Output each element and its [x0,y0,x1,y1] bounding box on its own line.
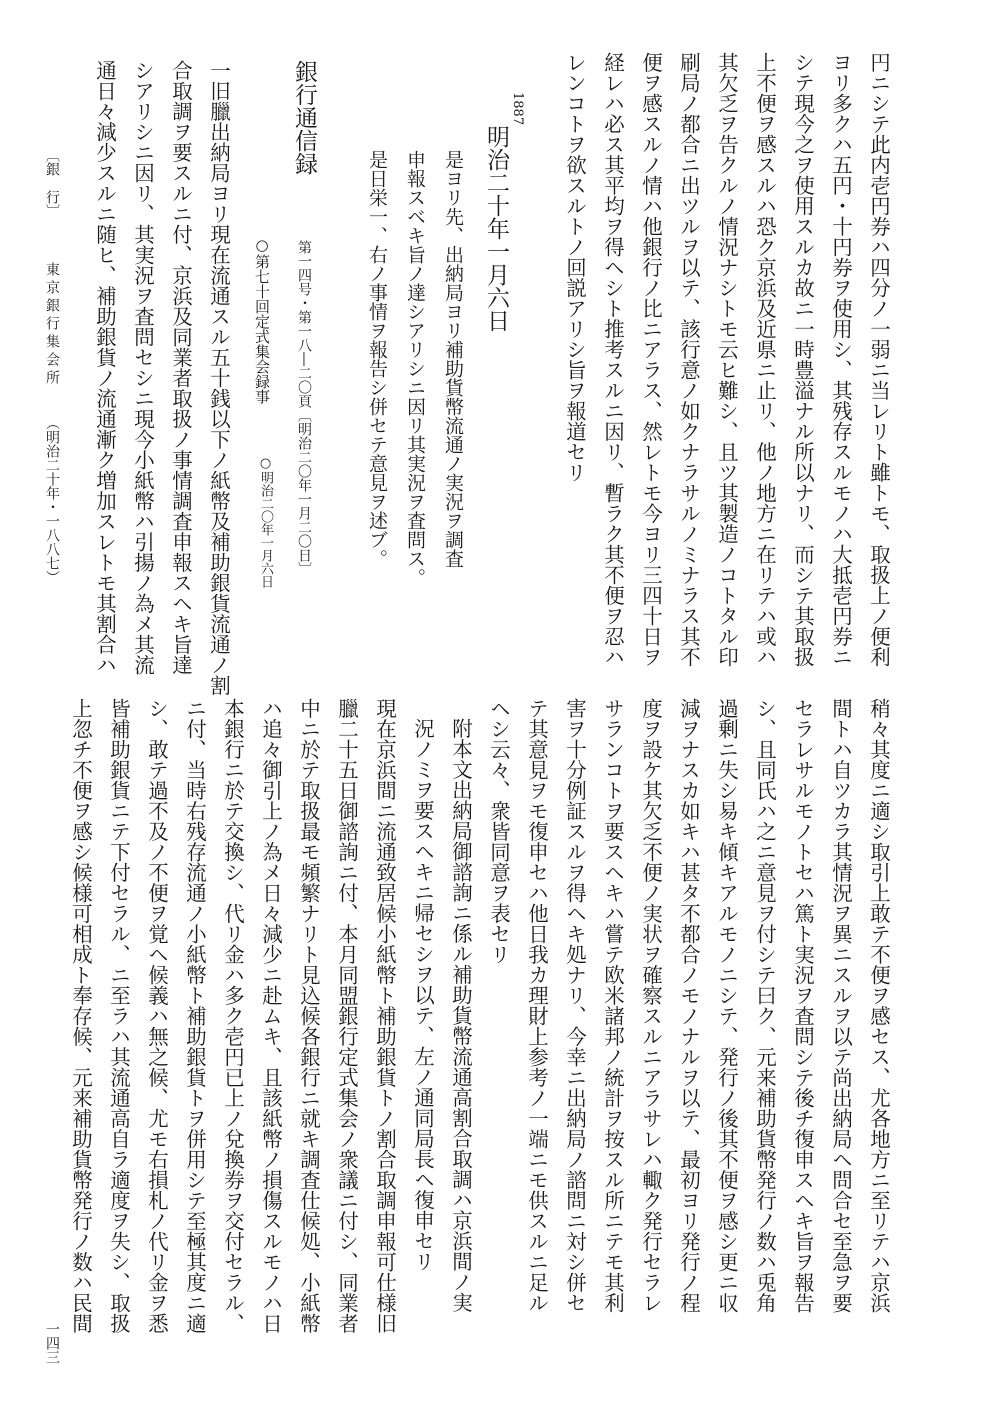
text-column: ヨリ多クハ五円・十円券ヲ使用シ、其残存スルモノハ大抵壱円券ニ [828,52,853,667]
source-title: 銀行通信録 [291,60,317,175]
text-column: 皆補助銀貨ニテ下付セラル、ニ至ラハ其流通高自ラ適度ヲ失シ、取扱 [106,698,131,1334]
text-column: シ、且同氏ハ之ニ意見ヲ付シテ曰ク、元来補助貨幣発行ノ数ハ兎角 [752,698,777,1313]
text-column: 刷局ノ都合ニ出ツルヲ以テ、該行意ノ如クナラサルノミナラス其不 [676,52,701,667]
text-column: 過剰ニ失シ易キ傾キアルモノニシテ、発行ノ後其不便ヲ感シ更ニ収 [714,698,739,1313]
entry-line: 是ヨリ先、出納局ヨリ補助貨幣流通ノ実況ヲ調査 [442,150,464,568]
text-column: シテ現今之ヲ使用スルカ故ニ一時豊溢ナル所以ナリ、而シテ其取扱 [790,52,815,667]
year-mark: 1887 [510,92,525,126]
text-column: 一旧臘出納局ヨリ現在流通スル五十銭以下ノ紙幣及補助銀貨流通ノ割 [206,60,231,696]
text-column: 中ニ於テ取扱最モ頻繁ナリト見込候各銀行ニ就キ調査仕候処、小紙幣 [296,698,321,1334]
text-column: 上不便ヲ感スルハ恐ク京浜及近県ニ止リ、他ノ地方ニ在リテハ或ハ [752,52,777,667]
text-column: レンコトヲ欲スルトノ回説アリシ旨ヲ報道セリ [562,52,587,483]
text-column: 減ヲナスカ如キハ甚タ不都合ノモノナルヲ以テ、最初ヨリ発行ノ程 [676,698,701,1313]
text-column: 間トハ自ツカラ其情況ヲ異ニスルヲ以テ尚出納局ヘ問合セ至急ヲ要 [828,698,853,1313]
source-reference: 第一四号・第一八―二〇頁〔明治二〇年一月二〇日〕 [296,240,312,576]
entry-line: 是日栄一、右ノ事情ヲ報告シ併セテ意見ヲ述ブ。 [366,150,388,568]
footer-publisher: 東京銀行集会所 [44,262,60,388]
text-column: サランコトヲ要スヘキハ嘗テ欧米諸邦ノ統計ヲ按スル所ニテモ其利 [600,698,625,1313]
text-column: シアリシニ因リ、其実況ヲ査問セシニ現今小紙幣ハ引揚ノ為メ其流 [130,60,155,675]
text-column: 便ヲ感スルノ情ハ他銀行ノ比ニアラス、然レトモ今ヨリ三四十日ヲ [638,52,663,667]
text-column: 経レハ必ス其平均ヲ得ヘシト推考スルニ因リ、暫ラク其不便ヲ忍ハ [600,52,625,667]
text-column: 稍々其度ニ適シ取引上敢テ不便ヲ感セス、尤各地方ニ至リテハ京浜 [866,698,891,1313]
text-column: テ其意見ヲモ復申セハ他日我カ理財上参考ノ一端ニモ供スルニ足ル [524,698,549,1313]
text-column: 其欠乏ヲ告クルノ情況ナシトモ云ヒ難シ、且ツ其製造ノコトタル印 [714,52,739,667]
text-column: ハ追々御引上ノ為メ日々減少ニ赴ムキ、且該紙幣ノ損傷スルモノハ日 [258,698,283,1334]
text-column: 円ニシテ此内壱円券ハ四分ノ一弱ニ当レリト雖トモ、取扱上ノ便利 [866,52,891,667]
footer-year: （明治二十年・一八八七） [44,416,60,584]
text-column: ヘシ云々、衆皆同意ヲ表セリ [486,698,511,965]
text-column: 本銀行ニ於テ交換シ、代リ金ハ多ク壱円已上ノ兌換券ヲ交付セラル、 [220,698,245,1334]
text-column: 害ヲ十分例証スルヲ得ヘキ処ナリ、今幸ニ出納局ノ諮問ニ対シ併セ [562,698,587,1313]
text-column: 合取調ヲ要スルニ付、京浜及同業者取扱ノ事情調査申報スヘキ旨達 [168,60,193,675]
text-column: セラレサルモノトセハ篤ト実況ヲ査問シテ後チ復申スヘキ旨ヲ報告 [790,698,815,1313]
text-column: 臘二十五日御諮詢ニ付、本月同盟銀行定式集会ノ衆議ニ付シ、同業者 [334,698,359,1334]
text-column: ニ付、当時右残存流通ノ小紙幣ト補助銀貨トヲ併用シテ至極其度ニ適 [182,698,207,1334]
entry-line: 申報スベキ旨ノ達シアリシニ因リ其実況ヲ査問ス。 [404,150,426,587]
date-heading: 明治二十年一月六日 [483,125,509,332]
meeting-note: ○明治二〇年一月六日 [258,456,273,588]
text-column: 度ヲ設ケ其欠乏不便ノ実状ヲ確察スルニアラサレハ輙ク発行セラレ [638,698,663,1313]
text-column: 況ノミヲ要スヘキニ帰セシヲ以テ、左ノ通同局長ヘ復申セリ [410,718,435,1272]
text-column: 現在京浜間ニ流通致居候小紙幣ト補助銀貨トノ割合取調申報可仕様旧 [372,698,397,1334]
text-column: 上忽チ不便ヲ感シ候様可相成ト奉存候、元来補助貨幣発行ノ数ハ民間 [68,698,93,1334]
text-column: シ、敢テ過不及ノ不便ヲ覚ヘ候義ハ無之候、尤モ右損札ノ代リ金ヲ悉 [144,698,169,1334]
text-column: 通日々減少スルニ随ヒ、補助銀貨ノ流通漸ク増加スレトモ其割合ハ [92,60,117,675]
text-column: 附本文出納局御諮詢ニ係ル補助貨幣流通高割合取調ハ京浜間ノ実 [448,718,473,1313]
footer-section-label: 〔銀 行〕 [44,148,60,218]
page-number: 一四三 [44,1322,60,1364]
meeting-title: ○第七十回定式集会録事 [253,236,271,404]
